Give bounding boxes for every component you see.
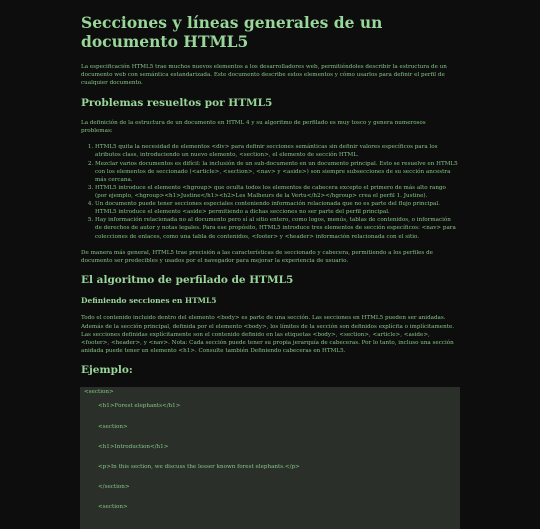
intro-paragraph: La especificación HTML5 trae muchos nuevos elementos a los desarrolladores web, permitiéndoles describir la estructura de un documento web con semántica estandarizada. Este documento describe estos elementos y cómo usarlos para definir el perfil de cualquier documento.	[81, 64, 447, 87]
code-example	[80, 387, 460, 529]
problems-list-item: 4. Un documento puede tener secciones especiales conteniendo información relacionada que no es parte del flujo principal. HTML5 introduce el elemento <aside> permitiendo a dichas secciones no ser parte del perfil principal.	[95, 200, 459, 216]
code-line: </section>	[98, 484, 130, 491]
problems-list	[81, 143, 459, 240]
example-heading: Ejemplo:	[81, 364, 133, 376]
code-line: <h1>Introduction</h1>	[98, 443, 169, 450]
code-line: <section>	[84, 388, 114, 395]
problems-list-item: 5. Hay información relacionada no al documento pero sí al sitio entero, como logos, menús, tablas de contenidos, o información de derechos de autor y notas legales. Para ese propósito, HTML5 introduce tres elementos de sección específicos: <nav> para colecciones de enlaces, como una tabla de contenidos, <footer> y <header> información relacionada con el sitio.	[95, 216, 459, 240]
code-line: <section>	[98, 423, 128, 430]
page-title: Secciones y líneas generales de un documento HTML5	[81, 13, 383, 51]
algorithm-subheading: Definiendo secciones en HTML5	[81, 296, 217, 306]
problems-list-item: 1. HTML5 quita la necesidad de elementos <div> para definir secciones semánticas sin definir valores específicos para los atributos class, introduciendo un nuevo elemento, <section>, el elemento de sección HTML.	[95, 143, 459, 159]
problems-intro: La definición de la estructura de un documento en HTML 4 y su algoritmo de perfilado es muy tosco y genera numerosos problemas:	[81, 120, 426, 135]
algorithm-heading: El algoritmo de perfilado de HTML5	[81, 273, 294, 286]
code-line: <section>	[98, 504, 128, 511]
code-line: <p>In this section, we discuss the lesser known forest elephants.</p>	[98, 463, 300, 470]
problems-outro: De manera más general, HTML5 trae precisión a las características de seccionado y cabecera, permitiendo a los perfiles de documento ser predecibles y usados por el navegador para mejorar la experiencia de usuario.	[81, 249, 433, 264]
problems-heading: Problemas resueltos por HTML5	[81, 96, 273, 109]
algorithm-text: Todo el contenido incluido dentro del elemento <body> es parte de una sección. Las secciones en HTML5 pueden ser anidadas. Además de la sección principal, definida por el elemento <body>, los límites de la sección son definidos explícita o implícitamente. Las secciones definidas explícitamente son el contenido definido en las etiquetas <body>, <section>, <article>, <aside>, <footer>, <header>, y <nav>. Nota: Cada sección puede tener su propia jerarquía de cabeceras. Por lo tanto, incluso una sección anidada puede tener un elemento <h1>. Consulte también Definiendo cabeceras en HTML5.	[81, 315, 455, 354]
code-line: <h1>Forest elephants</h1>	[98, 403, 181, 410]
problems-list-item: 3. HTML5 introduce el elemento <hgroup> que oculta todos los elementos de cabecera excepto el primero de más alto rango (por ejemplo, <hgroup><h1>Justine</h1><h2>Les Malheurs de la Vertu</h2></hgroup> crea el perfil 1. Justine).	[95, 184, 459, 200]
problems-list-item: 2. Mezclar varios documentos es difícil: la inclusión de un sub-documento en un documento principal. Esto se resuelve en HTML5 con los elementos de seccionado (<article>, <section>, <nav> y <aside>) son siempre subsecciones de su sección ancestra más cercana.	[95, 160, 459, 184]
